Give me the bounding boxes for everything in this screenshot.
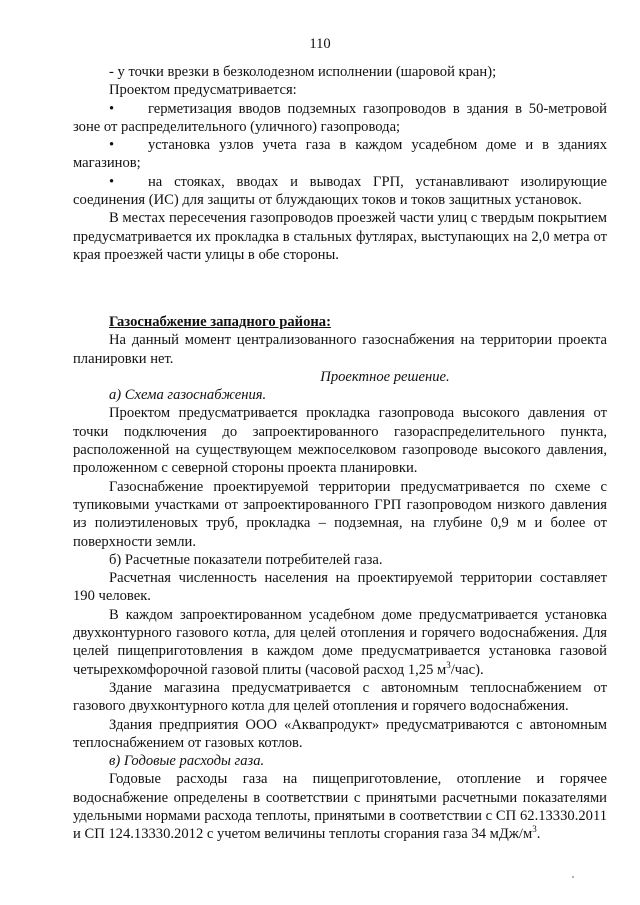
scan-speck	[572, 876, 574, 878]
subheading-gas-scheme: а) Схема газоснабжения.	[109, 387, 267, 404]
bullet-text: на стояках, вводах и выводах ГРП, устанавливают изолирующие соединения (ИС) для защиты от блуждающих токов и токов защитных установок.	[73, 173, 607, 209]
bullet-sealing-inputs	[73, 100, 607, 137]
bullet-text: герметизация вводов подземных газопроводов в здания в 50-метровой зоне от распределительного (уличного) газопровода;	[73, 100, 607, 135]
superscript: 3	[446, 659, 451, 670]
subheading-consumer-indicators: б) Расчетные показатели потребителей газа.	[109, 551, 383, 568]
bullet-marker: •	[109, 137, 115, 154]
paragraph-high-pressure-pipeline: Проектом предусматривается прокладка газопровода высокого давления от точки подключения до запроектированного газораспределительного пункта, расположенной на существующем межпоселковом газопроводе высокого давления, проложенном с северной стороны проекта планировки.	[73, 405, 607, 477]
superscript: 3	[532, 824, 537, 835]
bullet-marker: •	[109, 173, 115, 190]
paragraph-population: Расчетная численность населения на проектируемой территории составляет 190 человек.	[73, 570, 607, 605]
bullet-gas-meters	[73, 136, 607, 173]
paragraph-no-gas-supply: На данный момент централизованного газоснабжения на территории проекта планировки нет.	[73, 332, 607, 367]
paragraph-akvaprodukt: Здания предприятия ООО «Аквапродукт» предусматриваются с автономным теплоснабжением от газовых котлов.	[73, 716, 607, 751]
paragraph-ball-valve: - у точки врезки в безколодезном исполнении (шаровой кран);	[109, 64, 497, 80]
paragraph-low-pressure-network: Газоснабжение проектируемой территории предусматривается по схеме с тупиковыми участками от запроектированного ГРП газопроводом низкого давления из полиэтиленовых труб, прокладка – подземная, на глубине 0,9 м и более от поверхности земли.	[73, 478, 607, 550]
text: Годовые расходы газа на пищеприготовление, отопление и горячее водоснабжение определены в соответствии с принятыми расчетными показателями удельными нормами расхода теплоты, принятыми в соответствии с СП 62.13330.2011 и СП 124.13330.2012 с учетом величины теплоты сгорания газа 34 мДж/м	[73, 771, 607, 843]
subtitle-design-solution: Проектное решение.	[320, 368, 450, 385]
paragraph-provisions-intro: Проектом предусматривается:	[109, 82, 297, 99]
heading-text: Газоснабжение западного района:	[109, 314, 331, 330]
text-tail: /час).	[450, 661, 484, 678]
section-heading	[73, 313, 607, 331]
page-number: 110	[309, 36, 331, 52]
bullet-marker: •	[109, 100, 115, 117]
bullet-text: установка узлов учета газа в каждом усадебном доме и в зданиях магазинов;	[73, 137, 607, 172]
text-tail: .	[536, 826, 541, 843]
paragraph-house-equipment	[73, 606, 607, 679]
paragraph-annual-gas-norms	[73, 770, 607, 843]
bullet-insulating-joints	[73, 173, 607, 210]
paragraph-shop-heating: Здание магазина предусматривается с автономным теплоснабжением от газового двухконтурного котла для целей отопления и горячего водоснабжения.	[73, 679, 607, 715]
section-top	[73, 63, 607, 264]
paragraph-steel-casings: В местах пересечения газопроводов проезжей части улиц с твердым покрытием предусматривается их прокладка в стальных футлярах, выступающих на 2,0 метра от края проезжей части улицы в обе стороны.	[73, 210, 607, 263]
subheading-annual-consumption: в) Годовые расходы газа.	[109, 753, 265, 770]
section-west-district	[73, 313, 607, 844]
text: В каждом запроектированном усадебном доме предусматривается установка двухконтурного газового котла, для целей отопления и горячего водоснабжения. Для целей пищеприготовления в каждом доме предусматривается установка газовой четырехкомфорочной газовой плиты (часовой расход 1,25 м	[73, 606, 607, 678]
